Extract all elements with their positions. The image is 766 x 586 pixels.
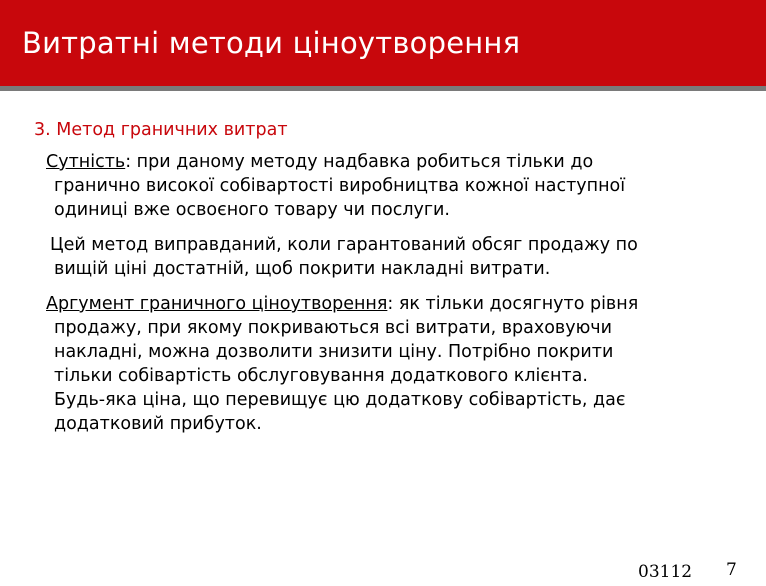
argument-line-4: тільки собівартість обслуговування додаткового клієнта. <box>54 366 588 386</box>
justification-paragraph <box>50 233 744 281</box>
argument-line-1 <box>46 292 744 316</box>
slide-title: Витратні методи ціноутворення <box>22 26 521 60</box>
page-number: 7 <box>726 560 737 580</box>
essence-line-1 <box>46 150 744 174</box>
footer-code: 03112 <box>638 562 693 582</box>
argument-line-3: накладні, можна дозволити знизити ціну. Потрібно покрити <box>54 342 614 362</box>
essence-paragraph <box>46 150 744 222</box>
essence-line-2: гранично високої собівартості виробництва кожної наступної <box>54 176 626 196</box>
argument-line-1-text: : як тільки досягнуто рівня <box>387 294 639 314</box>
argument-term: Аргумент граничного ціноутворення <box>46 294 388 314</box>
argument-line-5: Будь-яка ціна, що перевищує цю додаткову собівартість, дає <box>54 390 626 410</box>
section-heading: 3. Метод граничних витрат <box>34 120 288 140</box>
essence-line-1-text: : при даному методу надбавка робиться тільки до <box>125 152 594 172</box>
justification-line-1: Цей метод виправданий, коли гарантований обсяг продажу по <box>50 235 638 255</box>
title-divider <box>0 86 766 91</box>
argument-paragraph <box>46 292 744 436</box>
argument-line-6: додатковий прибуток. <box>54 414 262 434</box>
justification-line-2: вищій ціні достатній, щоб покрити накладні витрати. <box>54 259 551 279</box>
argument-line-2: продажу, при якому покриваються всі витрати, враховуючи <box>54 318 613 338</box>
essence-term: Сутність <box>46 152 126 172</box>
essence-line-3: одиниці вже освоєного товару чи послуги. <box>54 200 450 220</box>
